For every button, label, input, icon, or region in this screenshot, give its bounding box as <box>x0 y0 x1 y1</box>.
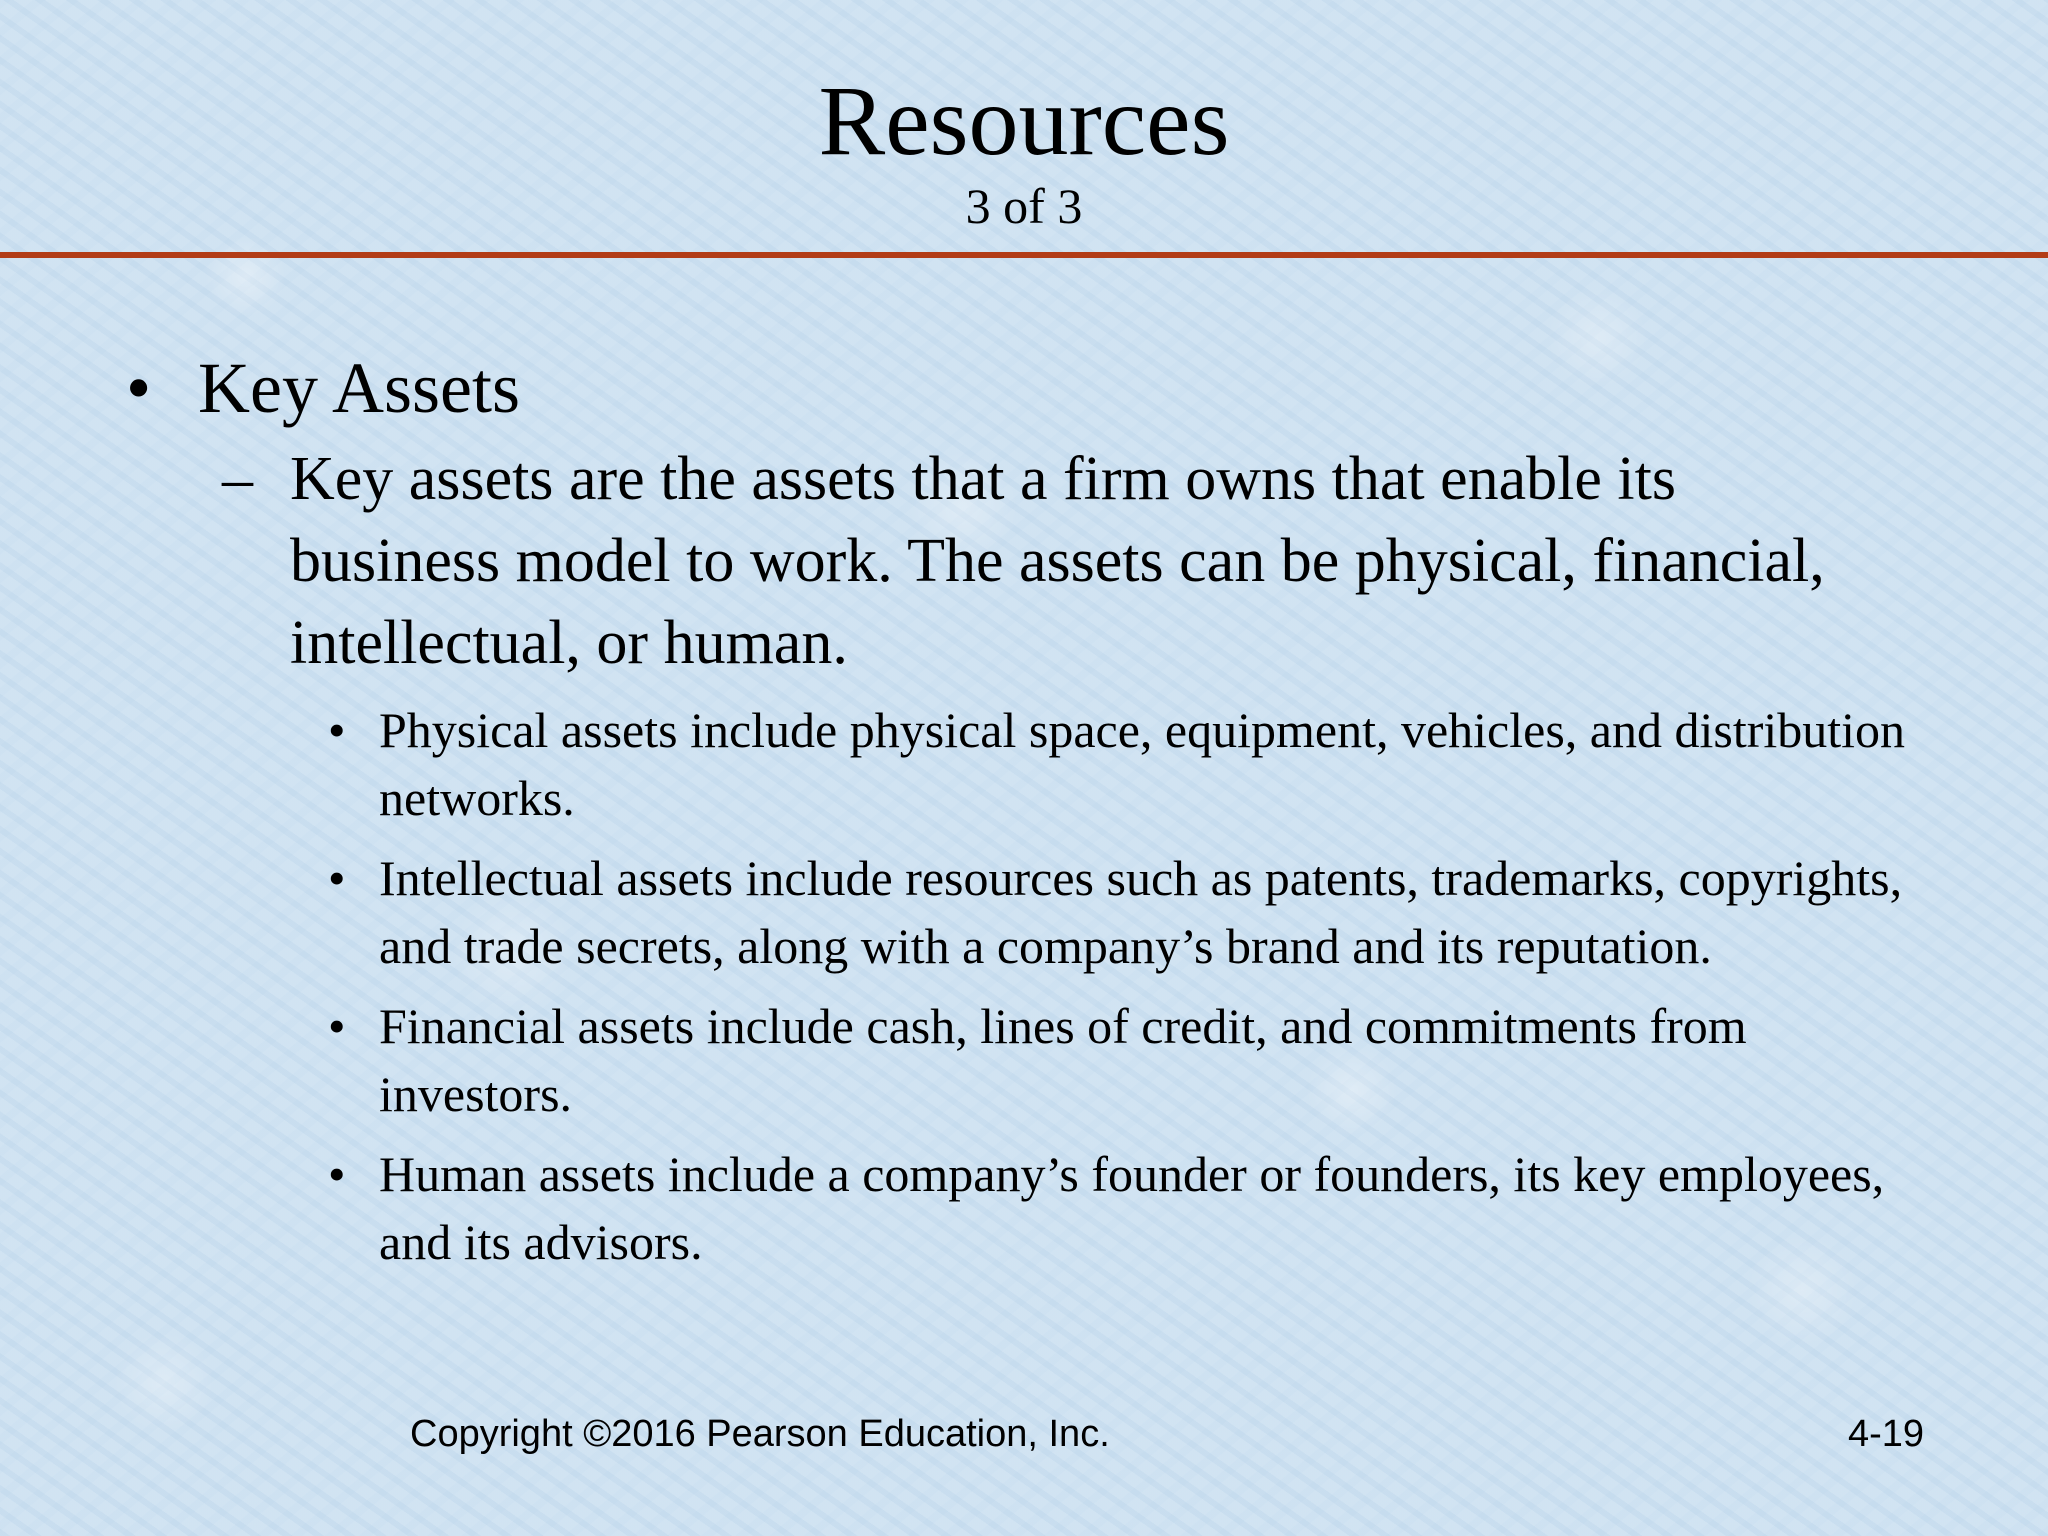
bullet-text: Key Assets <box>198 348 520 428</box>
sub-bullet-definition <box>0 438 2048 684</box>
bullet-text: Financial assets include cash, lines of credit, and commitments from investors. <box>379 998 1747 1122</box>
bullet-marker: • <box>328 702 346 758</box>
slide-title: Resources <box>818 65 1230 176</box>
title-divider <box>0 252 2048 258</box>
sub-bullet-text: Key assets are the assets that a firm owns that enable its business model to work. The assets can be physical, financial, intellectual, or human. <box>290 445 1825 677</box>
footer-copyright: Copyright ©2016 Pearson Education, Inc. <box>410 1413 1110 1455</box>
slide-subtitle: 3 of 3 <box>965 178 1083 234</box>
bullet-text: Physical assets include physical space, equipment, vehicles, and distribution networks. <box>379 702 1906 826</box>
bullet-marker: • <box>328 1146 346 1202</box>
footer-page-number: 4-19 <box>1847 1413 1924 1455</box>
bullet-physical-assets <box>0 696 2048 832</box>
bullet-text: Human assets include a company’s founder or founders, its key employees, and its advisors. <box>379 1146 1885 1270</box>
bullet-marker: • <box>328 850 346 906</box>
bullet-text: Intellectual assets include resources such as patents, trademarks, copyrights, and trade secrets, along with a company’s brand and its reputation. <box>379 850 1903 974</box>
dash-marker: – <box>222 445 253 513</box>
bullet-intellectual-assets <box>0 844 2048 980</box>
bullet-financial-assets <box>0 992 2048 1128</box>
bullet-human-assets <box>0 1140 2048 1276</box>
slide-content <box>0 346 2048 1288</box>
bullet-key-assets <box>0 346 2048 430</box>
bullet-marker: • <box>328 998 346 1054</box>
bullet-marker: • <box>126 348 152 428</box>
title-block <box>0 66 2048 234</box>
